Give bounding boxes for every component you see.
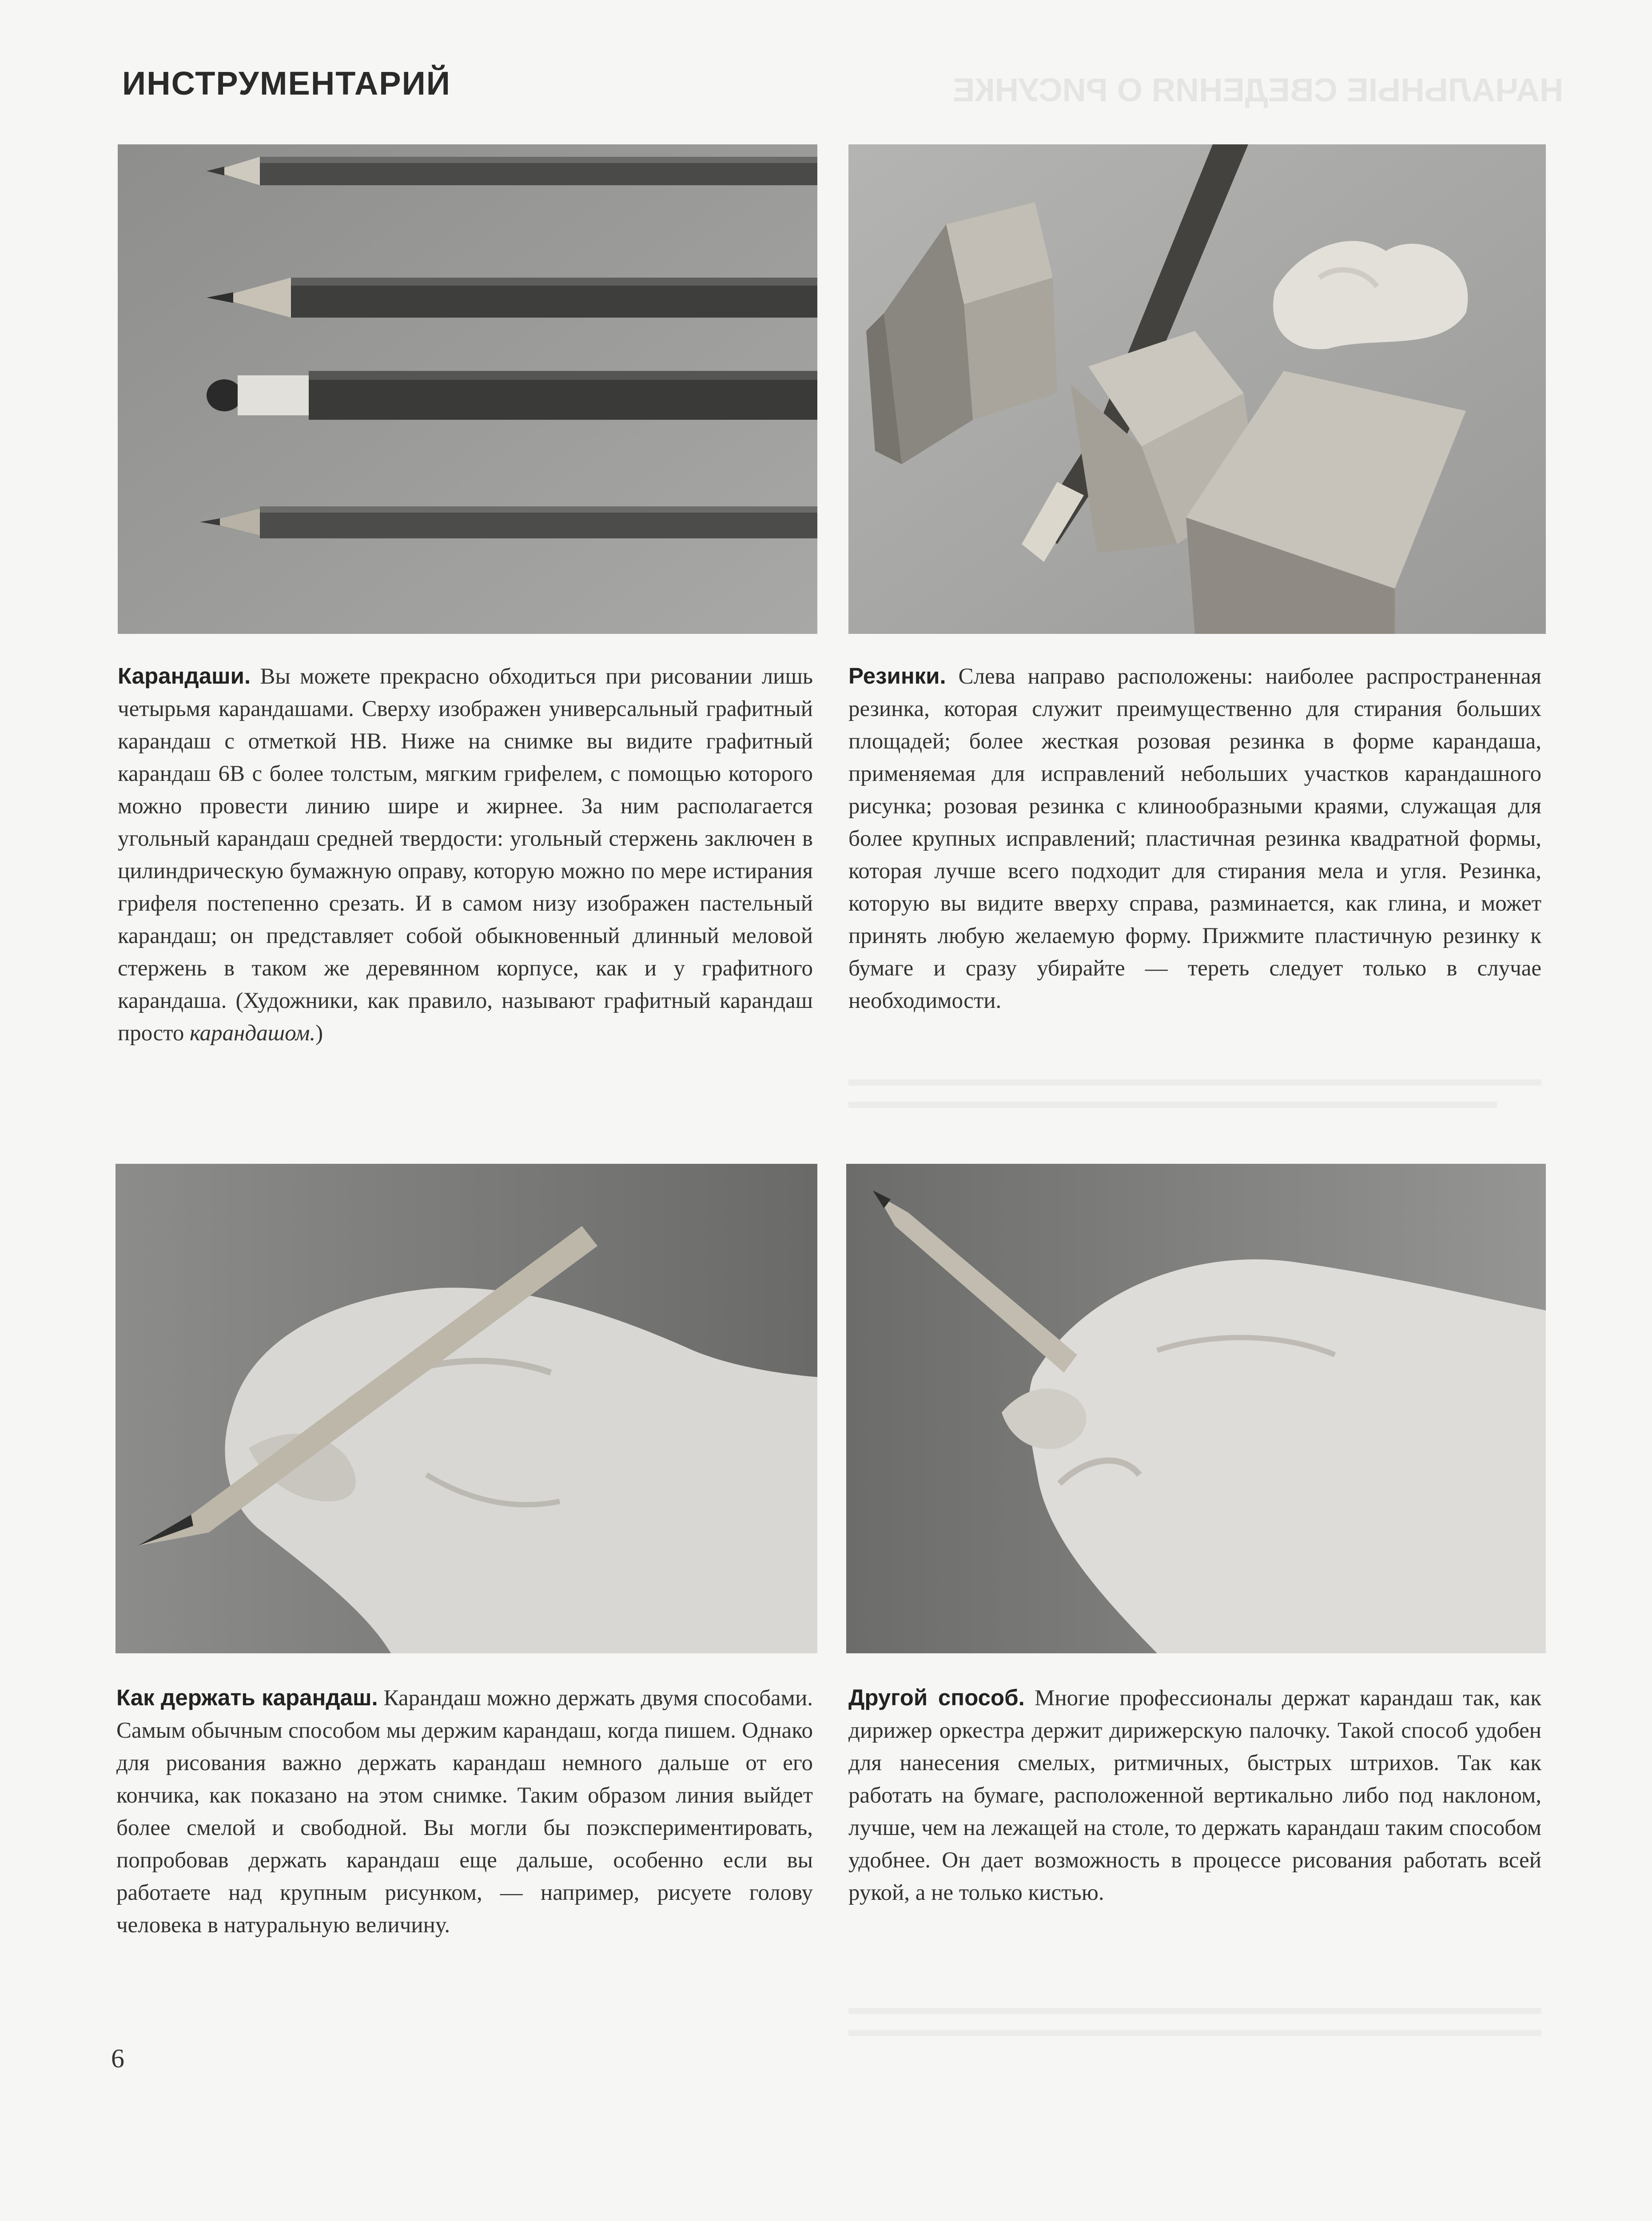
caption-pencils-lead: Карандаши. [118,663,251,689]
caption-grip-writing-text: Карандаш можно держать двумя способами. Самым обычным способом мы держим карандаш, когда пишем. Однако для рисования важно держать карандаш немного дальше от его кончика, как показано на этом снимке. Таким образом линия выйдет более смелой и свободной. Вы могли бы поэкспериментировать, попробовав держать карандаш еще дальше, особенно если вы работаете над крупным рисунком, — например, рисуете голову человека в натуральную величину. [116,1686,813,1938]
showthrough-line [848,1102,1497,1108]
showthrough-line [848,2008,1541,2014]
caption-pencils-closing-paren: ) [315,1021,323,1046]
photo-erasers [848,144,1546,634]
caption-erasers [848,660,1541,1017]
showthrough-line [848,2030,1541,2036]
photo-grip-writing [115,1164,817,1653]
caption-erasers-lead: Резинки. [848,663,946,689]
caption-pencils [118,660,813,1050]
caption-grip-writing [116,1681,813,1942]
caption-pencils-text: Вы можете прекрасно обходиться при рисовании лишь четырьмя карандашами. Сверху изображен универсальный графитный карандаш с отметкой НВ. Ниже на снимке вы видите графитный карандаш 6В с более толстым, мягким грифелем, с помощью которого можно провести линию шире и жирнее. За ним располагается угольный карандаш средней твердости: угольный стержень заключен в цилиндрическую бумажную оправу, которую можно по мере истирания грифеля постепенно срезать. И в самом низу изображен пастельный карандаш; он представляет собой обыкновенный длинный меловой стержень в таком же деревянном корпусе, как и у графитного карандаша. (Художники, как правило, называют графитный карандаш просто [118,664,813,1046]
caption-grip-conductor-text: Многие профессионалы держат карандаш так, как дирижер оркестра держит дирижерскую палочку. Такой способ удобен для нанесения смелых, ритмичных, быстрых штрихов. Так как работать на бумаге, расположенной вертикально либо под наклоном, лучше, чем на лежащей на столе, то держать карандаш таким способом удобнее. Он дает возможность в процессе рисования работать всей рукой, а не только кистью. [848,1686,1541,1905]
photo-grip-conductor [846,1164,1546,1653]
page-title: ИНСТРУМЕНТАРИЙ [122,65,451,102]
caption-pencils-emphasis: карандашом. [190,1021,316,1046]
page-number: 6 [111,2044,124,2073]
caption-grip-conductor-lead: Другой способ. [848,1685,1025,1710]
photo-pencils [118,144,817,634]
facing-page-title-showthrough: НАЧАЛЬНЫЕ СВЕДЕНИЯ О РИСУНКЕ [952,72,1563,108]
caption-grip-writing-lead: Как держать карандаш. [116,1685,378,1710]
caption-erasers-text: Слева направо расположены: наиболее распространенная резинка, которая служит преимущественно для стирания больших площадей; более жесткая розовая резинка в форме карандаша, применяемая для исправлений небольших участков карандашного рисунка; розовая резинка с клинообразными краями, служащая для более крупных исправлений; пластичная резинка квадратной формы, которая лучше всего подходит для стирания мела и угля. Резинка, которую вы видите вверху справа, разминается, как глина, и может принять любую желаемую форму. Прижмите пластичную резинку к бумаге и сразу убирайте — тереть следует только в случае необходимости. [848,664,1541,1013]
caption-grip-conductor [848,1681,1541,1909]
showthrough-line [848,1079,1541,1086]
